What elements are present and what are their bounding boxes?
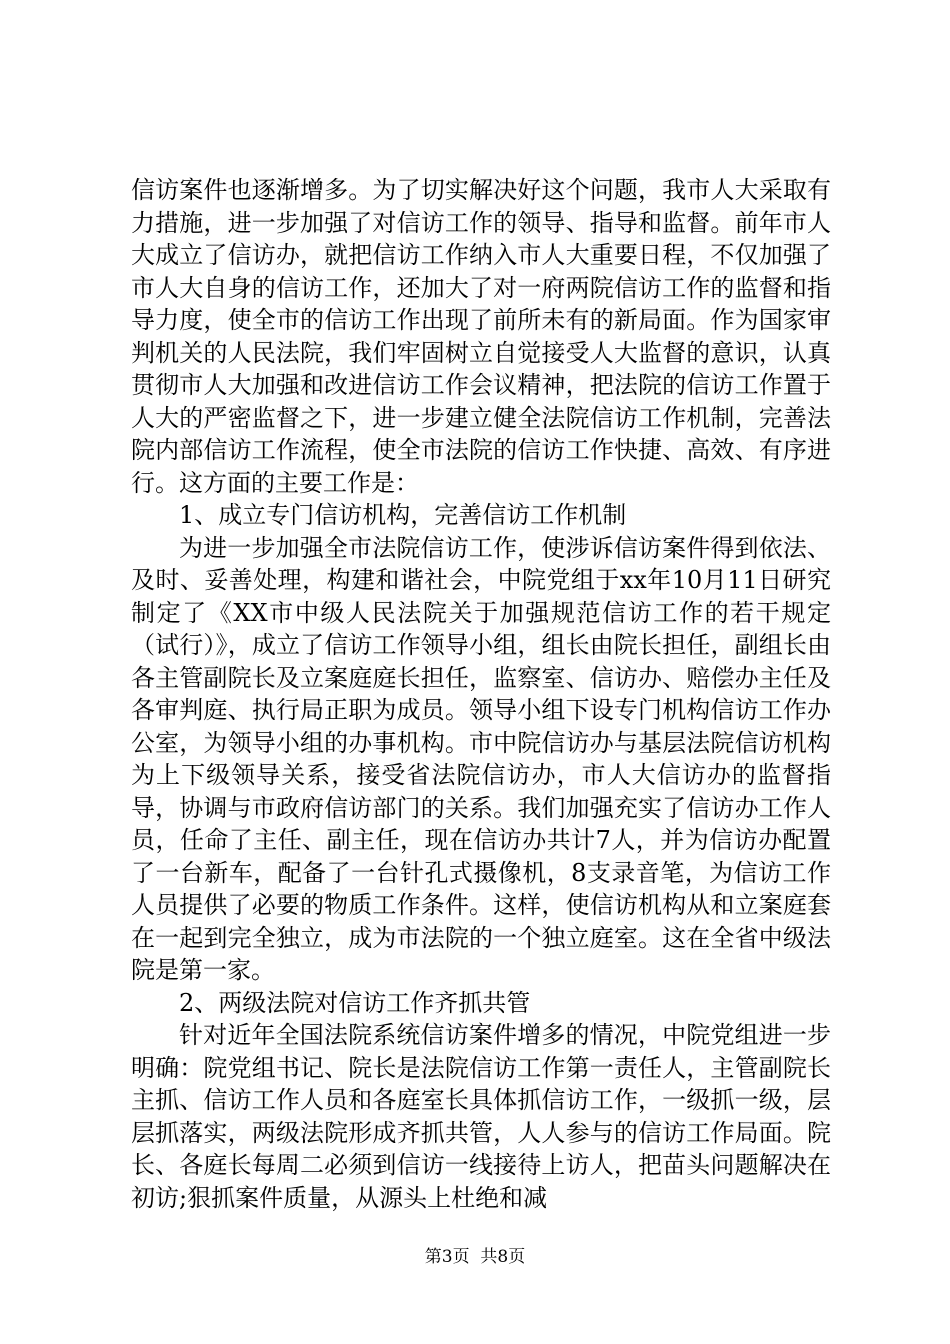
page-footer: [0, 1242, 950, 1267]
paragraph-intro: 信访案件也逐渐增多。为了切实解决好这个问题，我市人大采取有力措施，进一步加强了对信访工作的领导、指导和监督。前年市人大成立了信访办，就把信访工作纳入市人大重要日程，不仅加强了市人大自身的信访工作，还加大了对一府两院信访工作的监督和指导力度，使全市的信访工作出现了前所未有的新局面。作为国家审判机关的人民法院，我们牢固树立自觉接受人大监督的意识，认真贯彻市人大加强和改进信访工作会议精神，把法院的信访工作置于人大的严密监督之下，进一步建立健全法院信访工作机制，完善法院内部信访工作流程，使全市法院的信访工作快捷、高效、有序进行。这方面的主要工作是：: [131, 176, 831, 497]
section-heading-2: 2、两级法院对信访工作齐抓共管: [179, 988, 531, 1017]
page-number: 第3页 共8页: [424, 1247, 526, 1267]
paragraph-section-2: 针对近年全国法院系统信访案件增多的情况，中院党组进一步明确：院党组书记、院长是法院信访工作第一责任人，主管副院长主抓、信访工作人员和各庭室长具体抓信访工作，一级抓一级，层层抓落实，两级法院形成齐抓共管，人人参与的信访工作局面。院长、各庭长每周二必须到信访一线接待上访人，把苗头问题解决在初访;狠抓案件质量，从源头上杜绝和减: [131, 1021, 831, 1212]
document-body: [131, 174, 831, 1214]
paragraph-section-1: 为进一步加强全市法院信访工作，使涉诉信访案件得到依法、及时、妥善处理，构建和谐社会，中院党组于xx年10月11日研究制定了《XX市中级人民法院关于加强规范信访工作的若干规定（试行）》，成立了信访工作领导小组，组长由院长担任，副组长由各主管副院长及立案庭庭长担任，监察室、信访办、赔偿办主任及各审判庭、执行局正职为成员。领导小组下设专门机构信访工作办公室，为领导小组的办事机构。市中院信访办与基层法院信访机构为上下级领导关系，接受省法院信访办，市人大信访办的监督指导，协调与市政府信访部门的关系。我们加强充实了信访办工作人员，任命了主任、副主任，现在信访办共计7人，并为信访办配置了一台新车，配备了一台针孔式摄像机，8支录音笔，为信访工作人员提供了必要的物质工作条件。这样，使信访机构从和立案庭套在一起到完全独立，成为市法院的一个独立庭室。这在全省中级法院是第一家。: [131, 533, 831, 984]
section-heading-1: 1、成立专门信访机构，完善信访工作机制: [179, 501, 627, 529]
